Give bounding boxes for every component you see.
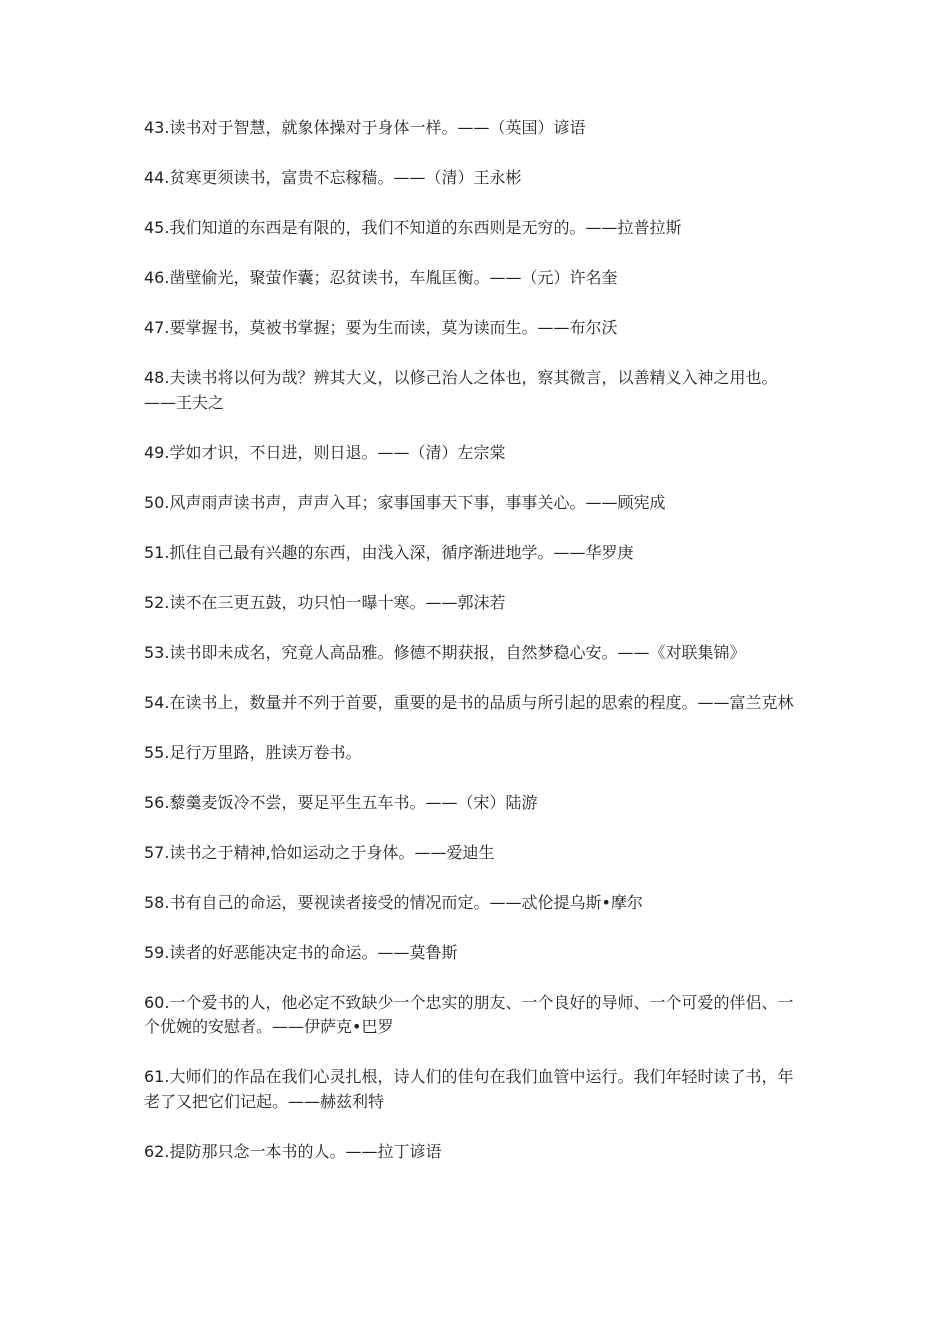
quote-57: 57.读书之于精神,恰如运动之于身体。——爱迪生 <box>144 842 495 862</box>
quote-54: 54.在读书上，数量并不列于首要，重要的是书的品质与所引起的思索的程度。——富兰克林 <box>144 692 794 712</box>
quote-60: 60.一个爱书的人，他必定不致缺少一个忠实的朋友、一个良好的导师、一个可爱的伴侣、一个优婉的安慰者。——伊萨克•巴罗 <box>144 992 794 1036</box>
quote-47: 47.要掌握书，莫被书掌握；要为生而读，莫为读而生。——布尔沃 <box>144 318 618 337</box>
quote-59: 59.读者的好恶能决定书的命运。——莫鲁斯 <box>144 942 458 962</box>
quote-50: 50.风声雨声读书声，声声入耳；家事国事天下事，事事关心。——顾宪成 <box>144 492 666 512</box>
quote-43: 43.读书对于智慧，就象体操对于身体一样。——（英国）谚语 <box>144 118 586 137</box>
quote-53: 53.读书即未成名，究竟人高品雅。修德不期获报，自然梦稳心安。——《对联集锦》 <box>144 642 746 662</box>
quote-48: 48.夫读书将以何为哉？辨其大义，以修己治人之体也，察其微言，以善精义入神之用也。——王夫之 <box>144 368 778 412</box>
document-page <box>144 116 809 1190</box>
quote-51: 51.抓住自己最有兴趣的东西，由浅入深，循序渐进地学。——华罗庚 <box>144 542 634 562</box>
quote-52: 52.读不在三更五鼓，功只怕一曝十寒。——郭沫若 <box>144 592 506 612</box>
quote-62: 62.提防那只念一本书的人。——拉丁谚语 <box>144 1141 442 1161</box>
quote-55: 55.足行万里路，胜读万卷书。 <box>144 742 362 762</box>
quote-45: 45.我们知道的东西是有限的，我们不知道的东西则是无穷的。——拉普拉斯 <box>144 218 682 237</box>
quote-56: 56.藜羹麦饭冷不尝，要足平生五车书。——（宋）陆游 <box>144 792 538 812</box>
quote-61: 61.大师们的作品在我们心灵扎根，诗人们的佳句在我们血管中运行。我们年轻时读了书，年老了又把它们记起。——赫兹利特 <box>144 1067 794 1111</box>
quote-46: 46.凿壁偷光，聚萤作囊；忍贫读书，车胤匡衡。——（元）许名奎 <box>144 268 618 287</box>
quote-44: 44.贫寒更须读书，富贵不忘稼穑。——（清）王永彬 <box>144 168 522 187</box>
quote-49: 49.学如才识，不日进，则日退。——（清）左宗棠 <box>144 442 506 462</box>
quote-58: 58.书有自己的命运，要视读者接受的情况而定。——忒伦提乌斯•摩尔 <box>144 892 643 912</box>
